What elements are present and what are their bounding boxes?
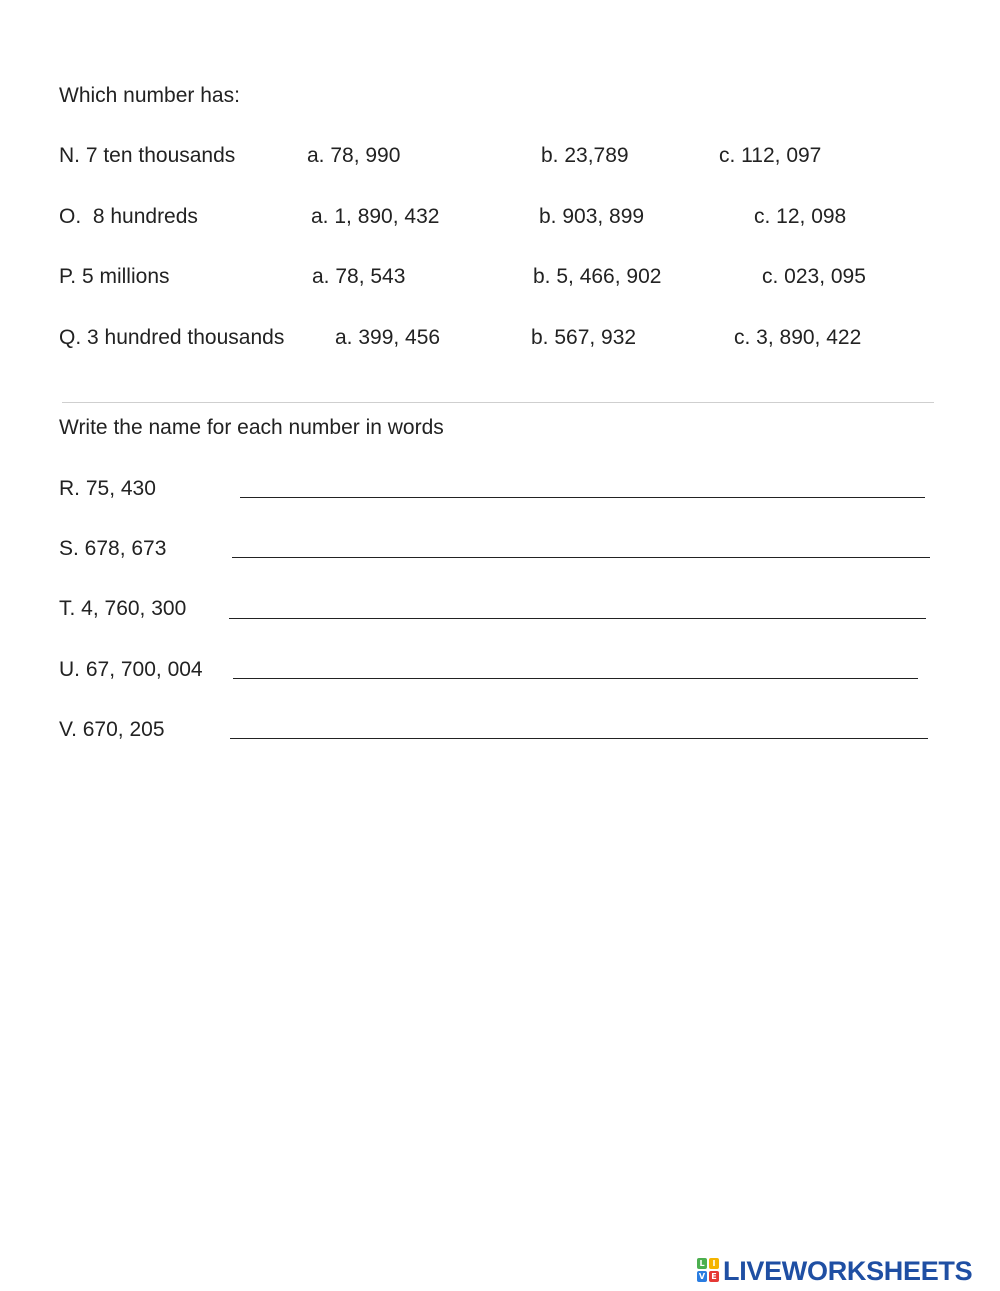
answer-line[interactable]	[230, 738, 928, 739]
number-label: U. 67, 700, 004	[59, 658, 203, 681]
option-b: b. 5, 466, 902	[533, 265, 662, 288]
number-label: T. 4, 760, 300	[59, 597, 187, 620]
option-a: a. 1, 890, 432	[311, 205, 440, 228]
option-b: b. 903, 899	[539, 205, 645, 228]
number-label: R. 75, 430	[59, 477, 156, 500]
option-c: c. 023, 095	[762, 265, 866, 288]
answer-line[interactable]	[240, 497, 925, 498]
logo-block-i: I	[709, 1258, 719, 1269]
liveworksheets-logo	[697, 1254, 972, 1288]
option-c: c. 112, 097	[719, 144, 822, 167]
answer-line[interactable]	[229, 618, 926, 619]
section-divider	[62, 402, 934, 403]
number-label: V. 670, 205	[59, 718, 165, 741]
logo-blocks-icon	[697, 1258, 721, 1284]
logo-block-e: E	[709, 1271, 719, 1282]
option-b: b. 567, 932	[531, 326, 637, 349]
question-prompt: P. 5 millions	[59, 265, 170, 288]
option-a: a. 399, 456	[335, 326, 441, 349]
number-label: S. 678, 673	[59, 537, 167, 560]
brand-name: LIVEWORKSHEETS	[723, 1255, 973, 1286]
answer-line[interactable]	[232, 557, 930, 558]
answer-line[interactable]	[233, 678, 918, 679]
option-c: c. 12, 098	[754, 205, 847, 228]
option-b: b. 23,789	[541, 144, 629, 167]
question-prompt: N. 7 ten thousands	[59, 144, 236, 167]
question-prompt: Q. 3 hundred thousands	[59, 326, 285, 349]
option-a: a. 78, 543	[312, 265, 406, 288]
logo-block-l: L	[697, 1258, 707, 1269]
option-a: a. 78, 990	[307, 144, 401, 167]
section1-heading: Which number has:	[59, 84, 240, 107]
section2-heading: Write the name for each number in words	[59, 416, 444, 439]
option-c: c. 3, 890, 422	[734, 326, 862, 349]
question-prompt: O. 8 hundreds	[59, 205, 198, 228]
logo-block-v: V	[698, 1272, 706, 1281]
